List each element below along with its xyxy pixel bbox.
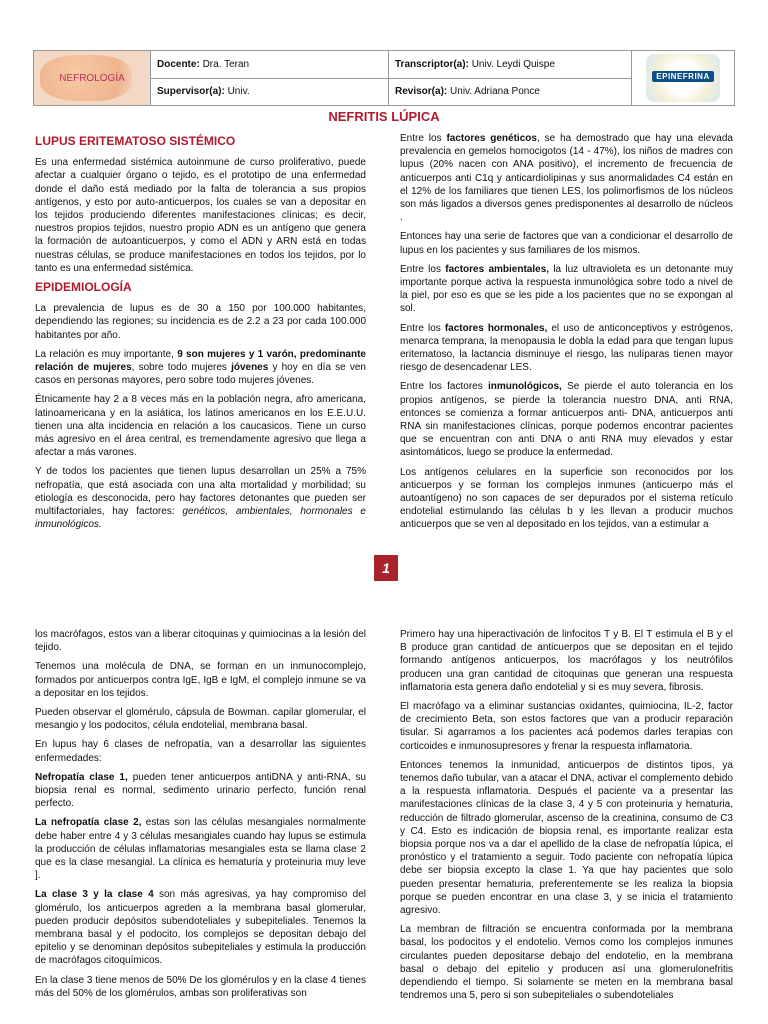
paragraph: En la clase 3 tiene menos de 50% De los glomérulos y en la clase 4 tienes más del 50% de los glomérulos, ambas son proliferativas son xyxy=(35,974,366,999)
docente-value: Dra. Teran xyxy=(202,58,250,70)
paragraph: La nefropatía clase 2, estas son las células mesangiales normalmente debe haber entre 4 y 3 células mesangiales cuando hay lupus se estimula la producción de células inflamatorias mesangiales esta se llama clase 2 que es la clase mesangial. La clínica es hematuria y proteinuria muy leve ]. xyxy=(35,817,366,882)
paragraph: Étnicamente hay 2 a 8 veces más en la población negra, afro americana, latinoamericana y en la asiática, los latinos americanos en los E.E.U.U. tienen una alta incidencia en relación a los caucasicos. Tiene un curso más agresivo en el área central, es tremendamente agresivo que llega a afectar a más varones. xyxy=(35,394,366,459)
nefrologia-logo xyxy=(34,51,151,106)
header-table xyxy=(33,50,735,106)
epinefrina-logo-text: EPINEFRINA xyxy=(652,71,714,82)
paragraph: La relación es muy importante, 9 son mujeres y 1 varón, predominante relación de mujeres, sobre todo mujeres jóvenes y hoy en día se ven casos en personas mayores, pero sobre todo mujeres jóvenes. xyxy=(35,348,366,387)
revisor-value: Univ. Adriana Ponce xyxy=(450,86,540,98)
transcriptor-cell: Transcriptor(a): Univ. Leydi Quispe xyxy=(389,51,632,79)
supervisor-value: Univ. xyxy=(227,86,250,98)
paragraph: Nefropatía clase 1, pueden tener anticuerpos antiDNA y anti-RNA, su biopsia renal es normal, sedimento urinario perfecto, función renal perfecto. xyxy=(35,771,367,810)
paragraph: Entonces hay una serie de factores que van a condicionar el desarrollo de lupus en los pacientes y sus familiares de los mismos. xyxy=(400,231,733,256)
paragraph: Entre los factores ambientales, la luz ultravioleta es un detonante muy importante porque activa la respuesta inmunológica sobre todo a nivel de la piel, por eso es que se les pide a los pacientes que no se expongan al sol. xyxy=(400,263,734,315)
transcriptor-value: Univ. Leydi Quispe xyxy=(471,58,555,70)
paragraph: Tenemos una molécula de DNA, se forman en un inmunocomplejo, formados por anticuerpos contra IgE, IgB e IgM, el complejo inmune se va a depositar en los tejidos. xyxy=(35,661,366,699)
epinefrina-logo xyxy=(632,51,735,106)
paragraph: El macrófago va a eliminar sustancias oxidantes, quimiocina, IL-2, factor de crecimiento Beta, son estos factores que van a producir reparación tisular. Si agarramos a los pacientes acá podemos darles terapias con corticoides e inmunosupresores y frenar la respuesta inflamatoria. xyxy=(400,701,733,752)
paragraph: La membran de filtración se encuentra conformada por la membrana basal, los podocitos y el endotelio. Vemos como los complejos inmunes circulantes pueden depositarse debajo del endotelio, en la membrana basal o debajo del epitelio y producen así una glomerulonefritis dependiendo el tiempo. Si solamente se meten en la membrana basal tendremos una 5, pero si son subepiteliales o subendoteliales xyxy=(400,924,733,1002)
page-number-badge: 1 xyxy=(374,555,398,581)
section-heading-epidemiologia: EPIDEMIOLOGÍA xyxy=(35,280,132,295)
paragraph: Entre los factores genéticos, se ha demostrado que hay una elevada prevalencia en gemelos homocigotos (14 - 47%), los niños de madres con lupus (20% nacen con ANA positivo), el incremento de frecuencia de anticuerpos anti C1q y anticardiolipinas y sus anormalidades C4 están en el 12% de los familiares que tienen LES, los polimorfismos de los núcleos son más ligados a diversos genes predisponentes al desarrollo de núcleos . xyxy=(400,133,733,224)
paragraph: Entre los factores hormonales, el uso de anticonceptivos y estrógenos, menarca temprana, la menopausia le dobla la edad para que tengan lupus eritematoso, la lactancia disminuye el riesgo, las nulíparas tienen mayor riesgo de desencadenar LES. xyxy=(400,322,733,374)
revisor-cell: Revisor(a): Univ. Adriana Ponce xyxy=(389,78,632,106)
column-1 xyxy=(35,129,366,537)
docente-cell: Docente: Dra. Teran xyxy=(151,51,389,79)
paragraph: La prevalencia de lupus es de 30 a 150 por 100.000 habitantes, dependiendo las regiones; su incidencia es de 2.2 a 23 por cada 100.000 habitantes por año. xyxy=(35,303,366,341)
section-heading-lupus: LUPUS ERITEMATOSO SISTÉMICO xyxy=(35,134,236,148)
paragraph: En lupus hay 6 clases de nefropatía, van a desarrollar las siguientes enfermedades: xyxy=(35,739,366,764)
supervisor-cell: Supervisor(a): Univ. xyxy=(151,78,389,106)
column-2 xyxy=(400,132,733,538)
paragraph: Y de todos los pacientes que tienen lupus desarrollan un 25% a 75% nefropatía, que está asociada con una alta mortalidad y morbilidad; su etiología es desconocida, pero hay factores detonantes que pueden ser multifactoriales, hay factores: genéticos, ambientales, hormonales e inmunológicos. xyxy=(35,466,366,531)
paragraph: Entonces tenemos la inmunidad, anticuerpos de distintos tipos, ya tenemos daño tubular, van a atacar el DNA, activar el complemento debido a la respuesta inflamatoria. Después el paciente va a presentar las manifestaciones clínicas de la clase 3, 4 y 5 con proteinuria y hematuria, reducción de filtrado glomerular, ascenso de la creatinina, consumo de C3 y C4. Esto es indicación de biopsia renal, es importante realizar esta biopsia porque nos va a dar el apellido de la clase de nefropatía lúpica, el pronóstico y el tratamiento a seguir. Todo paciente con nefropatía lúpica debe ser biopsia excepto la clase 1. Ya que hay pacientes que solo pueden presentar hematuria, preferentemente se les realiza la biopsia porque se pueden encontrar en una clase 3, y se inicia el tratamiento agresivo. xyxy=(400,759,733,917)
nefrologia-logo-text: NEFROLOGÍA xyxy=(59,72,125,84)
column-4 xyxy=(400,628,733,1008)
paragraph: Primero hay una hiperactivación de linfocitos T y B. El T estimula el B y el B produce gran cantidad de anticuerpos que se depositan en el tejido formando antígenos anticuerpos, los macrófagos y los neutrófilos producen una gran cantidad de citoquinas que generan una respuesta inflamatoria esta genera daño endotelial y si es muy severa, fibrosis. xyxy=(400,629,733,693)
paragraph: Pueden observar el glomérulo, cápsula de Bowman. capilar glomerular, el mesangio y los podocitos, célula endotelial, membrana basal. xyxy=(35,707,366,732)
column-3 xyxy=(35,628,366,1006)
paragraph: Los antígenos celulares en la superficie son reconocidos por los anticuerpos y se forman los complejos inmunes (anticuerpo más el autoantígeno) no son capaces de ser depurados por el sistema retículo endotelial estimulando las células b y les llevan a producir muchos anticuerpos que se ven al depositado en los tejidos, van a estimular a xyxy=(400,466,733,531)
paragraph: Es una enfermedad sistémica autoinmune de curso proliferativo, puede afectar a cualquier órgano o tejido, es el prototipo de una enfermedad donde el daño está mediado por la falta de tolerancia a sus propios antígenos, y esto por auto-anticuerpos, los cuales se van a depositar en los tejidos produciendo diferentes manifestaciones clínicas; es decir, nuestros propios tejidos, nuestro propio ADN es un antígeno que genera la formación de autoanticuerpos, y como el ADN y ARN está en todas nuestras células, se produce manifestaciones en todos los tejidos, por lo tanto es una enfermedad sistémica. xyxy=(35,157,366,274)
paragraph: Entre los factores inmunológicos, Se pierde el auto tolerancia en los propios antígenos, se pierde la tolerancia nuestro DNA, anti RNA, entonces se comienza a formar anticuerpos anti- DNA, anticuerpos anti RNA sin manifestaciones clínicas, porque podemos encontrar pacientes que se encuentran con anti DNA o anti RNA muy elevados y estar asintomáticos, luego se produce la enfermedad. xyxy=(400,381,733,459)
paragraph: los macrófagos, estos van a liberar citoquinas y quimiocinas a la lesión del tejido. xyxy=(35,629,366,654)
document-title: NEFRITIS LÚPICA xyxy=(328,109,440,124)
paragraph: La clase 3 y la clase 4 son más agresivas, ya hay compromiso del glomérulo, los anticuerpos agreden a la membrana basal glomerular, pueden producir depósitos subendoteliales y subepiteliales. Tenemos la membrana basal y el podocito, los complejos se depositan debajo del epitelio y se denominan depósitos subepiteliales y estimula la producción de macrófagos citoquímicos. xyxy=(35,889,366,967)
